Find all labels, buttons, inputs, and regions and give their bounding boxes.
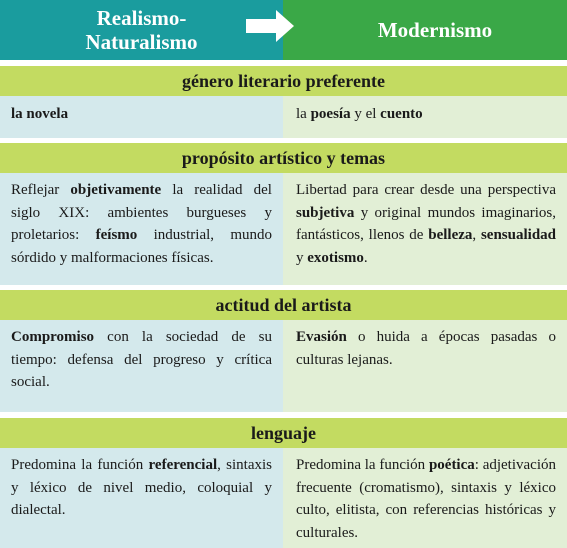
header-realismo-naturalismo (0, 0, 283, 60)
cell-right-genero (283, 96, 567, 138)
cell-left-lenguaje (0, 448, 283, 548)
table-header (0, 0, 567, 60)
text-segment: Reflejar (11, 182, 71, 198)
text-segment: . (363, 249, 368, 266)
text-segment: y el (350, 106, 381, 122)
bold-text-segment: belleza (428, 227, 473, 243)
text-segment: industrial, mundo sórdido y malformaciones físicas. (11, 227, 272, 266)
text-segment: , (472, 227, 481, 243)
section-title-proposito: propósito artístico y temas (0, 143, 567, 173)
section-row-actitud (0, 320, 567, 412)
text-segment: y original mundos imaginarios, fantásticos, llenos de (296, 204, 556, 243)
text-segment: y (296, 249, 308, 266)
cell-left-proposito (0, 173, 283, 285)
header-modernismo (283, 0, 567, 60)
section-row-genero (0, 96, 567, 138)
bold-text-segment: la novela (11, 106, 69, 122)
header-left-line1: Realismo- (96, 6, 187, 30)
cell-left-actitud (0, 320, 283, 412)
text-segment: Predomina la función (11, 457, 149, 473)
header-right-title: Modernismo (377, 17, 493, 42)
bold-text-segment: cuento (380, 106, 423, 122)
cell-right-actitud (283, 320, 567, 412)
section-title-lenguaje: lenguaje (0, 418, 567, 448)
text-segment: : adjetivación frecuente (cromatismo), sintaxis y léxico culto, elitista, con referencias históricas y culturales. (296, 457, 556, 541)
bold-text-segment: Evasión (296, 329, 347, 345)
bold-text-segment: poesía (310, 106, 351, 122)
text-segment: , sintaxis y léxico de nivel medio, coloquial y dialectal. (11, 457, 272, 518)
bold-text-segment: referencial (148, 457, 218, 473)
bold-text-segment: exotismo (307, 249, 364, 266)
bold-text-segment: poética (428, 457, 475, 473)
bold-text-segment: sensualidad (480, 227, 557, 243)
section-row-proposito (0, 173, 567, 285)
bold-text-segment: subjetiva (296, 204, 355, 221)
text-segment: Predomina la función (296, 457, 429, 473)
text-segment: con la sociedad de su tiempo: defensa del progreso y crítica social. (11, 329, 272, 390)
section-row-lenguaje (0, 448, 567, 548)
arrow-right-icon (246, 10, 294, 42)
cell-left-genero (0, 96, 283, 138)
section-title-genero: género literario preferente (0, 66, 567, 96)
cell-right-lenguaje (283, 448, 567, 548)
section-title-actitud: actitud del artista (0, 290, 567, 320)
header-left-line2: Naturalismo (85, 30, 198, 54)
cell-right-proposito (283, 173, 567, 285)
bold-text-segment: objetivamente (70, 182, 162, 198)
text-segment: o huida a épocas pasadas o culturas lejanas. (296, 329, 556, 368)
bold-text-segment: Compromiso (11, 329, 95, 345)
text-segment: Libertad para crear desde una perspectiva (296, 182, 556, 198)
bold-text-segment: feísmo (95, 227, 138, 243)
text-segment: la realidad del siglo XIX: ambientes burgueses y proletarios: (11, 182, 272, 243)
text-segment: la (296, 106, 311, 122)
